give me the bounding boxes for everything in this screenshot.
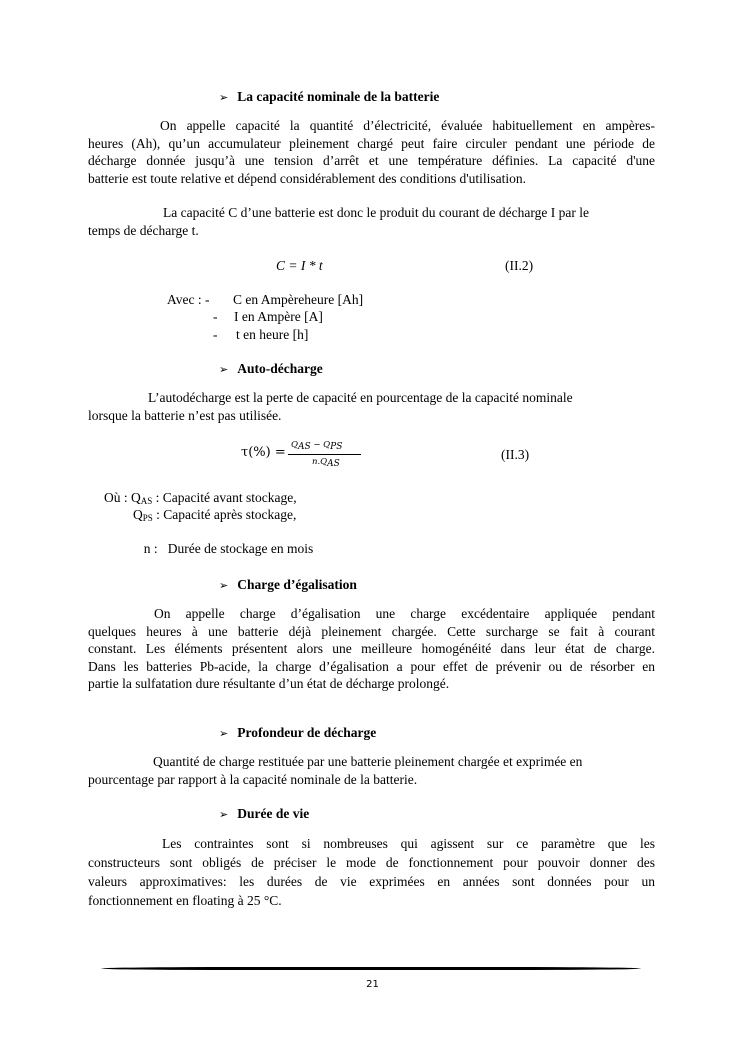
bullet-arrow-icon: ➢ xyxy=(219,363,229,376)
unit-dash: - xyxy=(213,309,218,324)
paragraph-line: La capacité C d’une batterie est donc le produit du courant de décharge I par le xyxy=(163,205,589,220)
bullet-arrow-icon: ➢ xyxy=(219,808,229,821)
paragraph-line: heures (Ah), qu’un accumulateur pleinement chargé peut faire circuler pendant une période de xyxy=(88,135,655,151)
def-text: Durée de stockage en mois xyxy=(157,541,314,556)
def-text: : Capacité avant stockage, xyxy=(152,490,297,505)
paragraph-line: Quantité de charge restituée par une batterie pleinement chargée et exprimée en xyxy=(153,754,583,769)
paragraph-line: fonctionnement en floating à 25 °C. xyxy=(88,893,282,908)
self-discharge-paragraph xyxy=(88,389,655,424)
capacity-paragraph-2 xyxy=(88,204,655,239)
heading-self-discharge xyxy=(219,361,323,377)
unit-line-C: C en Ampèreheure [Ah] xyxy=(233,292,364,307)
paragraph-line: On appelle charge d’égalisation une charge excédentaire appliquée pendant xyxy=(154,606,655,621)
def-subscript: PS xyxy=(142,513,153,523)
bullet-arrow-icon: ➢ xyxy=(219,91,229,104)
heading-lifetime xyxy=(219,806,309,822)
equation-capacity: C = I * t xyxy=(276,258,323,273)
def-symbol: n : xyxy=(143,541,158,556)
equation-label-II3: (II.3) xyxy=(501,447,530,462)
paragraph-line: batterie est toute relative et dépend considérablement des conditions d'utilisation. xyxy=(88,170,527,186)
paragraph-line: partie la sulfatation dure résultante d’un état de décharge prolongé. xyxy=(88,676,450,691)
paragraph-line: temps de décharge t. xyxy=(88,222,199,238)
equation-label-II2: (II.2) xyxy=(505,258,534,273)
paragraph-line: décharge donnée jusqu’à une tension d’arrêt et une température définies. La capacité d'une xyxy=(88,153,655,168)
heading-self-discharge-text: Auto-décharge xyxy=(237,361,323,376)
fraction-bar xyxy=(288,454,361,455)
page-number: 21 xyxy=(366,979,379,990)
paragraph-line: Dans les batteries Pb-acide, la charge d’égalisation a pour effet de prévenir ou de résorber en xyxy=(88,658,655,674)
def-subscript: AS xyxy=(140,496,153,506)
heading-equalization xyxy=(219,577,357,593)
paragraph-line: constructeurs sont obligés de préciser le mode de fonctionnement pour pouvoir donner des xyxy=(88,855,655,870)
eq-symbol: Q xyxy=(291,440,298,450)
eq-symbol: n.Q xyxy=(312,457,328,467)
paragraph-line: constant. Les éléments présentent alors une meilleure homogénéité dans leur état de charge. xyxy=(88,641,655,656)
heading-depth-text: Profondeur de décharge xyxy=(237,725,377,740)
heading-capacity-text: La capacité nominale de la batterie xyxy=(237,89,440,104)
avec-label: Avec : - xyxy=(167,292,210,307)
capacity-paragraph-1 xyxy=(88,117,655,187)
def-text: : Capacité après stockage, xyxy=(152,507,297,522)
unit-dash: - xyxy=(213,327,218,342)
paragraph-line: Les contraintes sont si nombreuses qui agissent sur ce paramètre que les xyxy=(162,836,655,851)
unit-line-I: I en Ampère [A] xyxy=(234,309,323,324)
def-symbol: Q xyxy=(131,490,141,505)
eq-subscript: AS xyxy=(327,459,340,469)
lifetime-paragraph xyxy=(88,834,655,910)
equalization-paragraph xyxy=(88,605,655,693)
def-symbol: Q xyxy=(133,507,143,522)
where-definition-PS xyxy=(133,507,296,523)
eq-symbol: − Q xyxy=(310,440,331,450)
eq-subscript: AS xyxy=(297,442,311,452)
equation-tau-numerator xyxy=(291,440,342,452)
paragraph-line: On appelle capacité la quantité d’électricité, évaluée habituellement en ampères- xyxy=(160,118,655,133)
footer-rule xyxy=(101,967,641,970)
equation-tau-lhs: τ(%) = xyxy=(241,445,286,460)
where-label: Où : xyxy=(104,490,131,505)
unit-line-t: t en heure [h] xyxy=(236,327,309,342)
paragraph-line: pourcentage par rapport à la capacité nominale de la batterie. xyxy=(88,771,418,787)
equation-tau-denominator xyxy=(312,457,340,469)
paragraph-line: quelques heures à une batterie déjà pleinement chargée. Cette surcharge se fait à courant xyxy=(88,623,655,639)
heading-lifetime-text: Durée de vie xyxy=(237,806,310,821)
where-definition-AS xyxy=(104,490,297,506)
where-definition-n xyxy=(137,525,313,557)
paragraph-line: L’autodécharge est la perte de capacité en pourcentage de la capacité nominale xyxy=(148,390,573,405)
heading-capacity xyxy=(219,89,439,105)
bullet-arrow-icon: ➢ xyxy=(219,579,229,592)
bullet-arrow-icon: ➢ xyxy=(219,727,229,740)
paragraph-line: lorsque la batterie n’est pas utilisée. xyxy=(88,407,282,423)
eq-subscript: PS xyxy=(330,442,343,452)
heading-depth-of-discharge xyxy=(219,725,376,741)
heading-equalization-text: Charge d’égalisation xyxy=(237,577,357,592)
depth-paragraph xyxy=(88,753,655,788)
paragraph-line: valeurs approximatives: les durées de vie exprimées en années sont données pour un xyxy=(88,874,655,889)
